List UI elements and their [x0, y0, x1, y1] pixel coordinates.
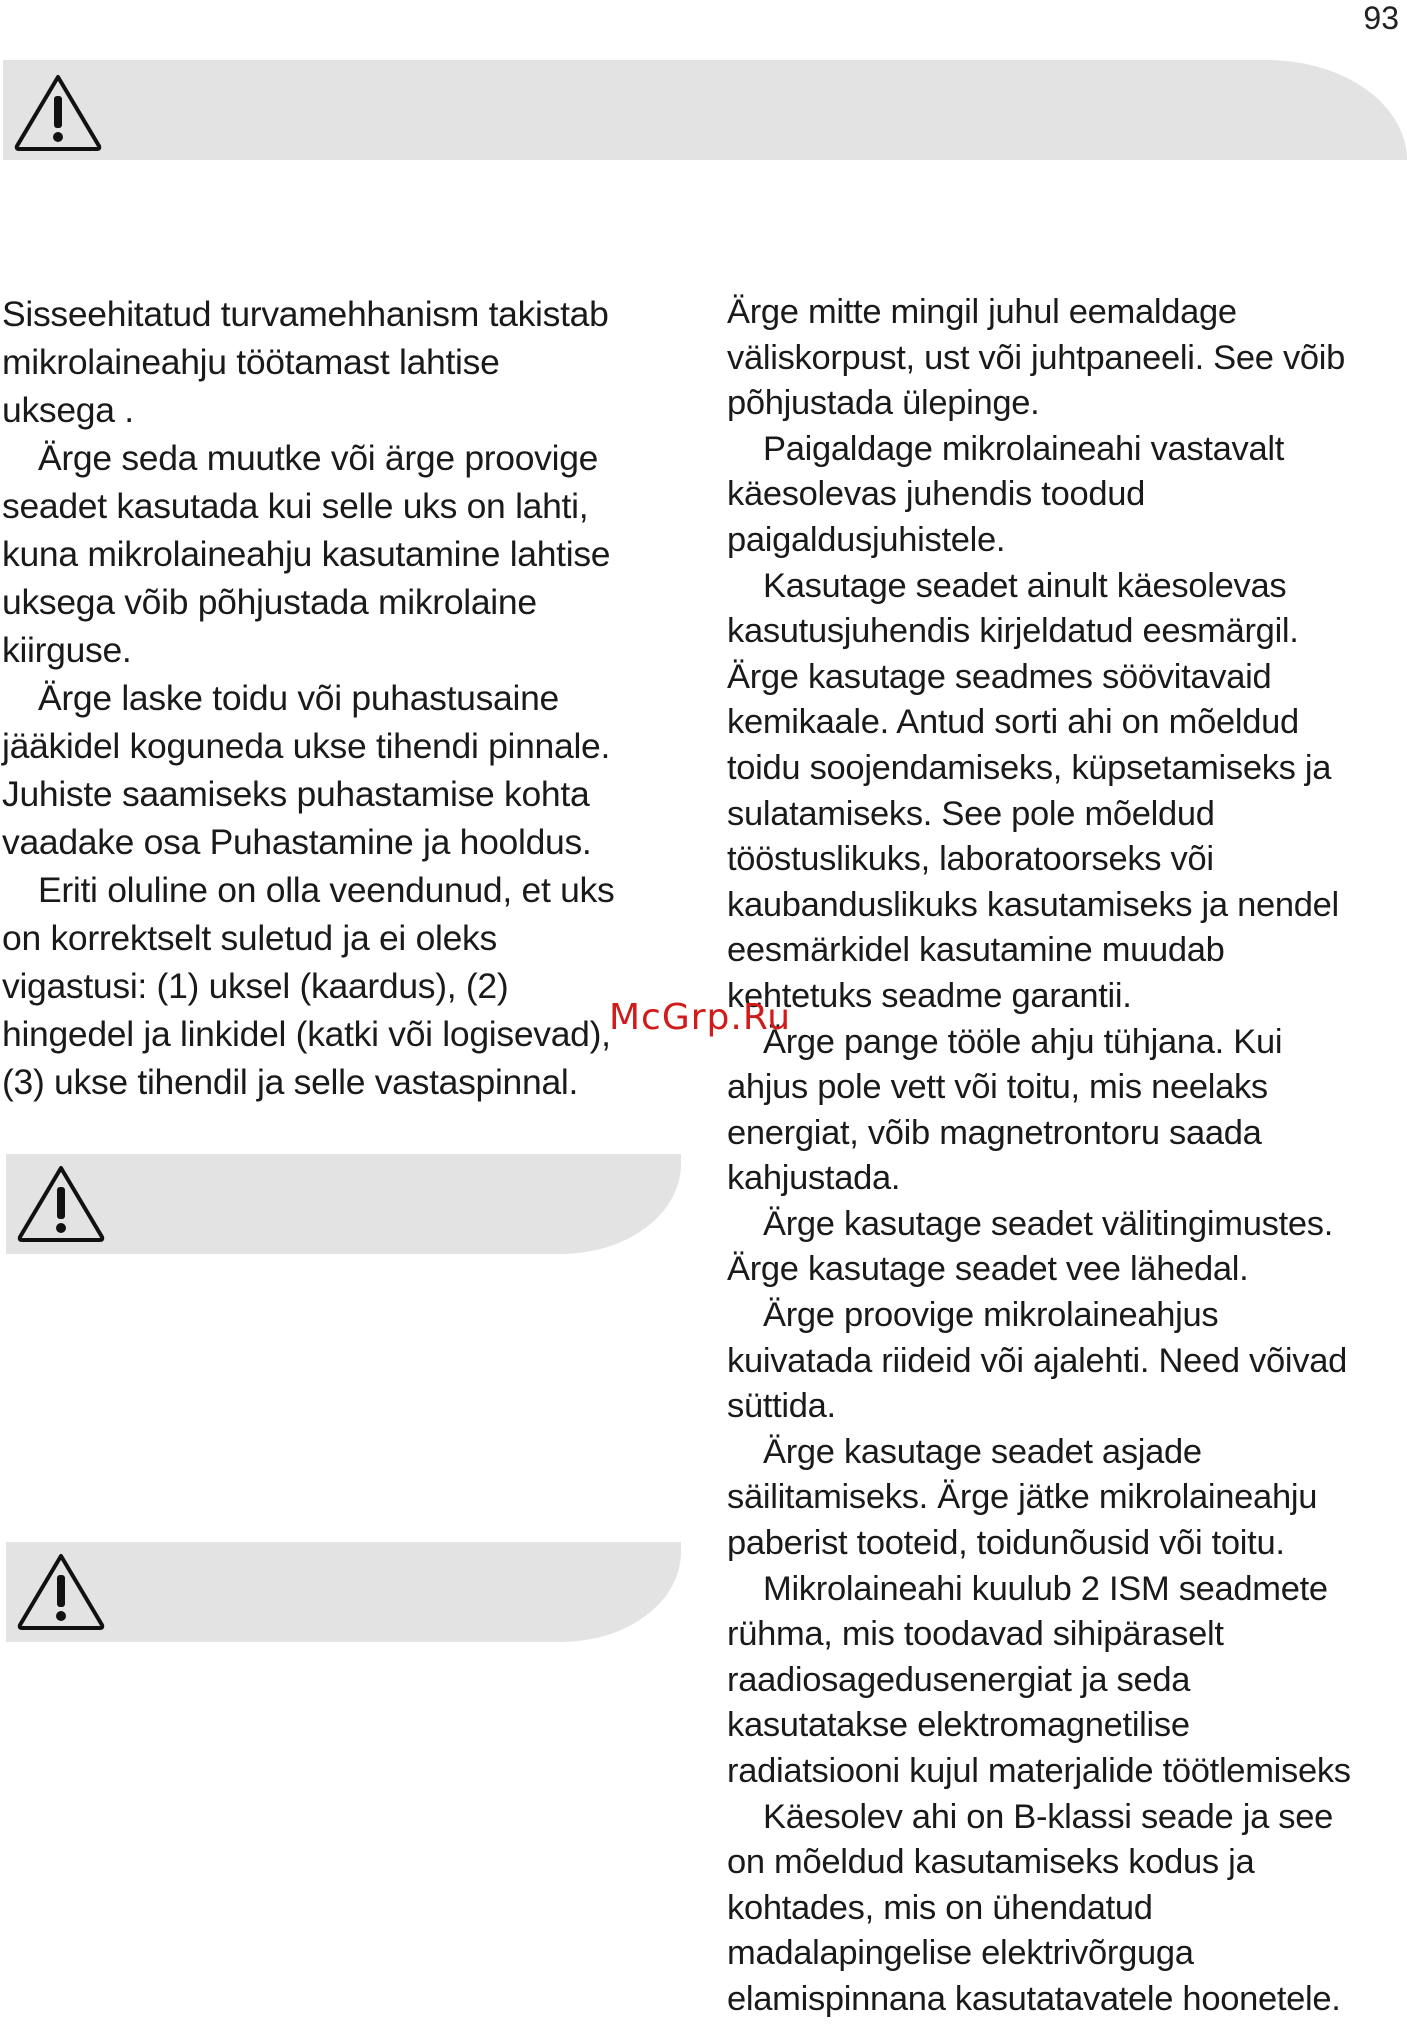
right-paragraph-3: Kasutage seadet ainult käesolevas kasutusjuhendis kirjeldatud eesmärgil. Ärge kasutage seadmes söövitavaid kemikaale. Antud sorti ahi on mõeldud toidu soojendamiseks, küpsetamiseks ja sulatamiseks. See pole mõeldud tööstuslikuks, laboratoorseks või kaubanduslikuks kasutamiseks ja nendel eesmärkidel kasutamine muudab kehtetuks seadme garantii. — [727, 566, 1339, 1015]
right-paragraph-4: Ärge pange tööle ahju tühjana. Kui ahjus pole vett või toitu, mis neelaks energiat, võib magnetrontoru saada kahjustada. — [727, 1022, 1283, 1198]
warning-banner-lower — [6, 1542, 681, 1642]
left-paragraph-1: Sisseehitatud turvamehhanism takistab mikrolaineahju töötamast lahtise uksega . — [2, 294, 609, 430]
right-paragraph-7: Ärge kasutage seadet asjade säilitamiseks. Ärge jätke mikrolaineahju paberist tooteid, toidunõusid või toitu. — [727, 1432, 1318, 1563]
right-column — [727, 290, 1407, 2023]
right-paragraph-1: Ärge mitte mingil juhul eemaldage väliskorpust, ust või juhtpaneeli. See võib põhjustada ülepinge. — [727, 293, 1346, 423]
left-paragraph-2: Ärge seda muutke või ärge proovige seadet kasutada kui selle uks on lahti, kuna mikrolaineahju kasutamine lahtise uksega võib põhjustada mikrolaine kiirguse. — [2, 438, 611, 670]
right-paragraph-8: Mikrolaineahi kuulub 2 ISM seadmete rühma, mis toodavad sihipäraselt raadiosagedusenergiat ja seda kasutatakse elektromagnetilise radiatsiooni kujul materjalide töötlemiseks — [727, 1569, 1351, 1790]
warning-banner-middle — [6, 1154, 681, 1254]
right-paragraph-2: Paigaldage mikrolaineahi vastavalt käesolevas juhendis toodud paigaldusjuhistele. — [727, 429, 1285, 559]
watermark: McGrp.Ru — [609, 997, 792, 1038]
right-paragraph-9: Käesolev ahi on B-klassi seade ja see on mõeldud kasutamiseks kodus ja kohtades, mis on ühendatud madalapingelise elektrivõrguga elamispinnana kasutatavatele hoonetele. — [727, 1797, 1341, 2018]
right-paragraph-6: Ärge proovige mikrolaineahjus kuivatada riideid või ajalehti. Need võivad süttida. — [727, 1296, 1347, 1426]
left-column — [2, 290, 692, 1106]
warning-banner-top — [3, 60, 1407, 160]
warning-triangle-icon — [12, 72, 104, 152]
warning-triangle-icon — [15, 1551, 107, 1631]
warning-triangle-icon — [15, 1163, 107, 1243]
left-paragraph-4: Eriti oluline on olla veendunud, et uks on korrektselt suletud ja ei oleks vigastusi: (1) uksel (kaardus), (2) hingedel ja linkidel (katki või logisevad), (3) ukse tihendil ja selle vastaspinnal. — [2, 870, 615, 1102]
right-paragraph-5: Ärge kasutage seadet välitingimustes. Ärge kasutage seadet vee lähedal. — [727, 1204, 1333, 1289]
page-number: 93 — [1363, 0, 1399, 36]
left-paragraph-3: Ärge laske toidu või puhastusaine jääkidel koguneda ukse tihendi pinnale. Juhiste saamiseks puhastamise kohta vaadake osa Puhastamine ja hooldus. — [2, 678, 611, 862]
